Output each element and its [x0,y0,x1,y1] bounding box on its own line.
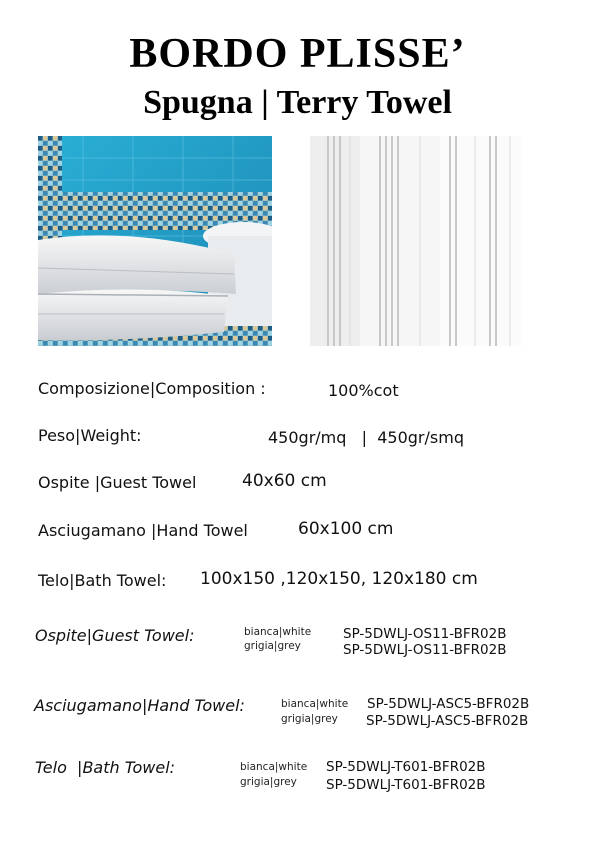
page-title: BORDO PLISSE’ [129,31,466,77]
variant-color: bianca|white [240,761,308,773]
variant-color: grigia|grey [244,640,301,652]
variant-color: grigia|grey [281,713,338,725]
bath-towel-label: Telo|Bath Towel: [38,571,167,590]
product-code: SP-5DWLJ-ASC5-BFR02B [367,696,530,712]
weight-label: Peso|Weight: [38,426,142,445]
product-code: SP-5DWLJ-T601-BFR02B [326,777,486,793]
composition-value: 100%cot [328,381,399,400]
hand-towel-size: 60x100 cm [298,519,394,539]
composition-label: Composizione|Composition : [38,379,266,398]
variant-color: bianca|white [281,698,349,710]
hand-towel-label: Asciugamano |Hand Towel [38,521,248,540]
product-hand-label: Asciugamano|Hand Towel: [34,696,245,715]
guest-towel-label: Ospite |Guest Towel [38,473,197,492]
towel-stack-photo [38,136,272,346]
variant-color: bianca|white [244,626,312,638]
weight-value: 450gr/mq | 450gr/smq [268,428,464,447]
product-code: SP-5DWLJ-OS11-BFR02B [343,626,507,642]
product-guest-label: Ospite|Guest Towel: [35,626,195,645]
product-bath-label: Telo |Bath Towel: [35,758,176,777]
guest-towel-size: 40x60 cm [242,471,327,491]
bath-towel-size: 100x150 ,120x150, 120x180 cm [200,569,478,589]
product-code: SP-5DWLJ-T601-BFR02B [326,759,486,775]
product-code: SP-5DWLJ-ASC5-BFR02B [366,713,529,729]
product-code: SP-5DWLJ-OS11-BFR02B [343,642,507,658]
variant-color: grigia|grey [240,776,297,788]
towel-border-closeup-photo [310,136,522,346]
page-subtitle: Spugna | Terry Towel [143,84,452,121]
